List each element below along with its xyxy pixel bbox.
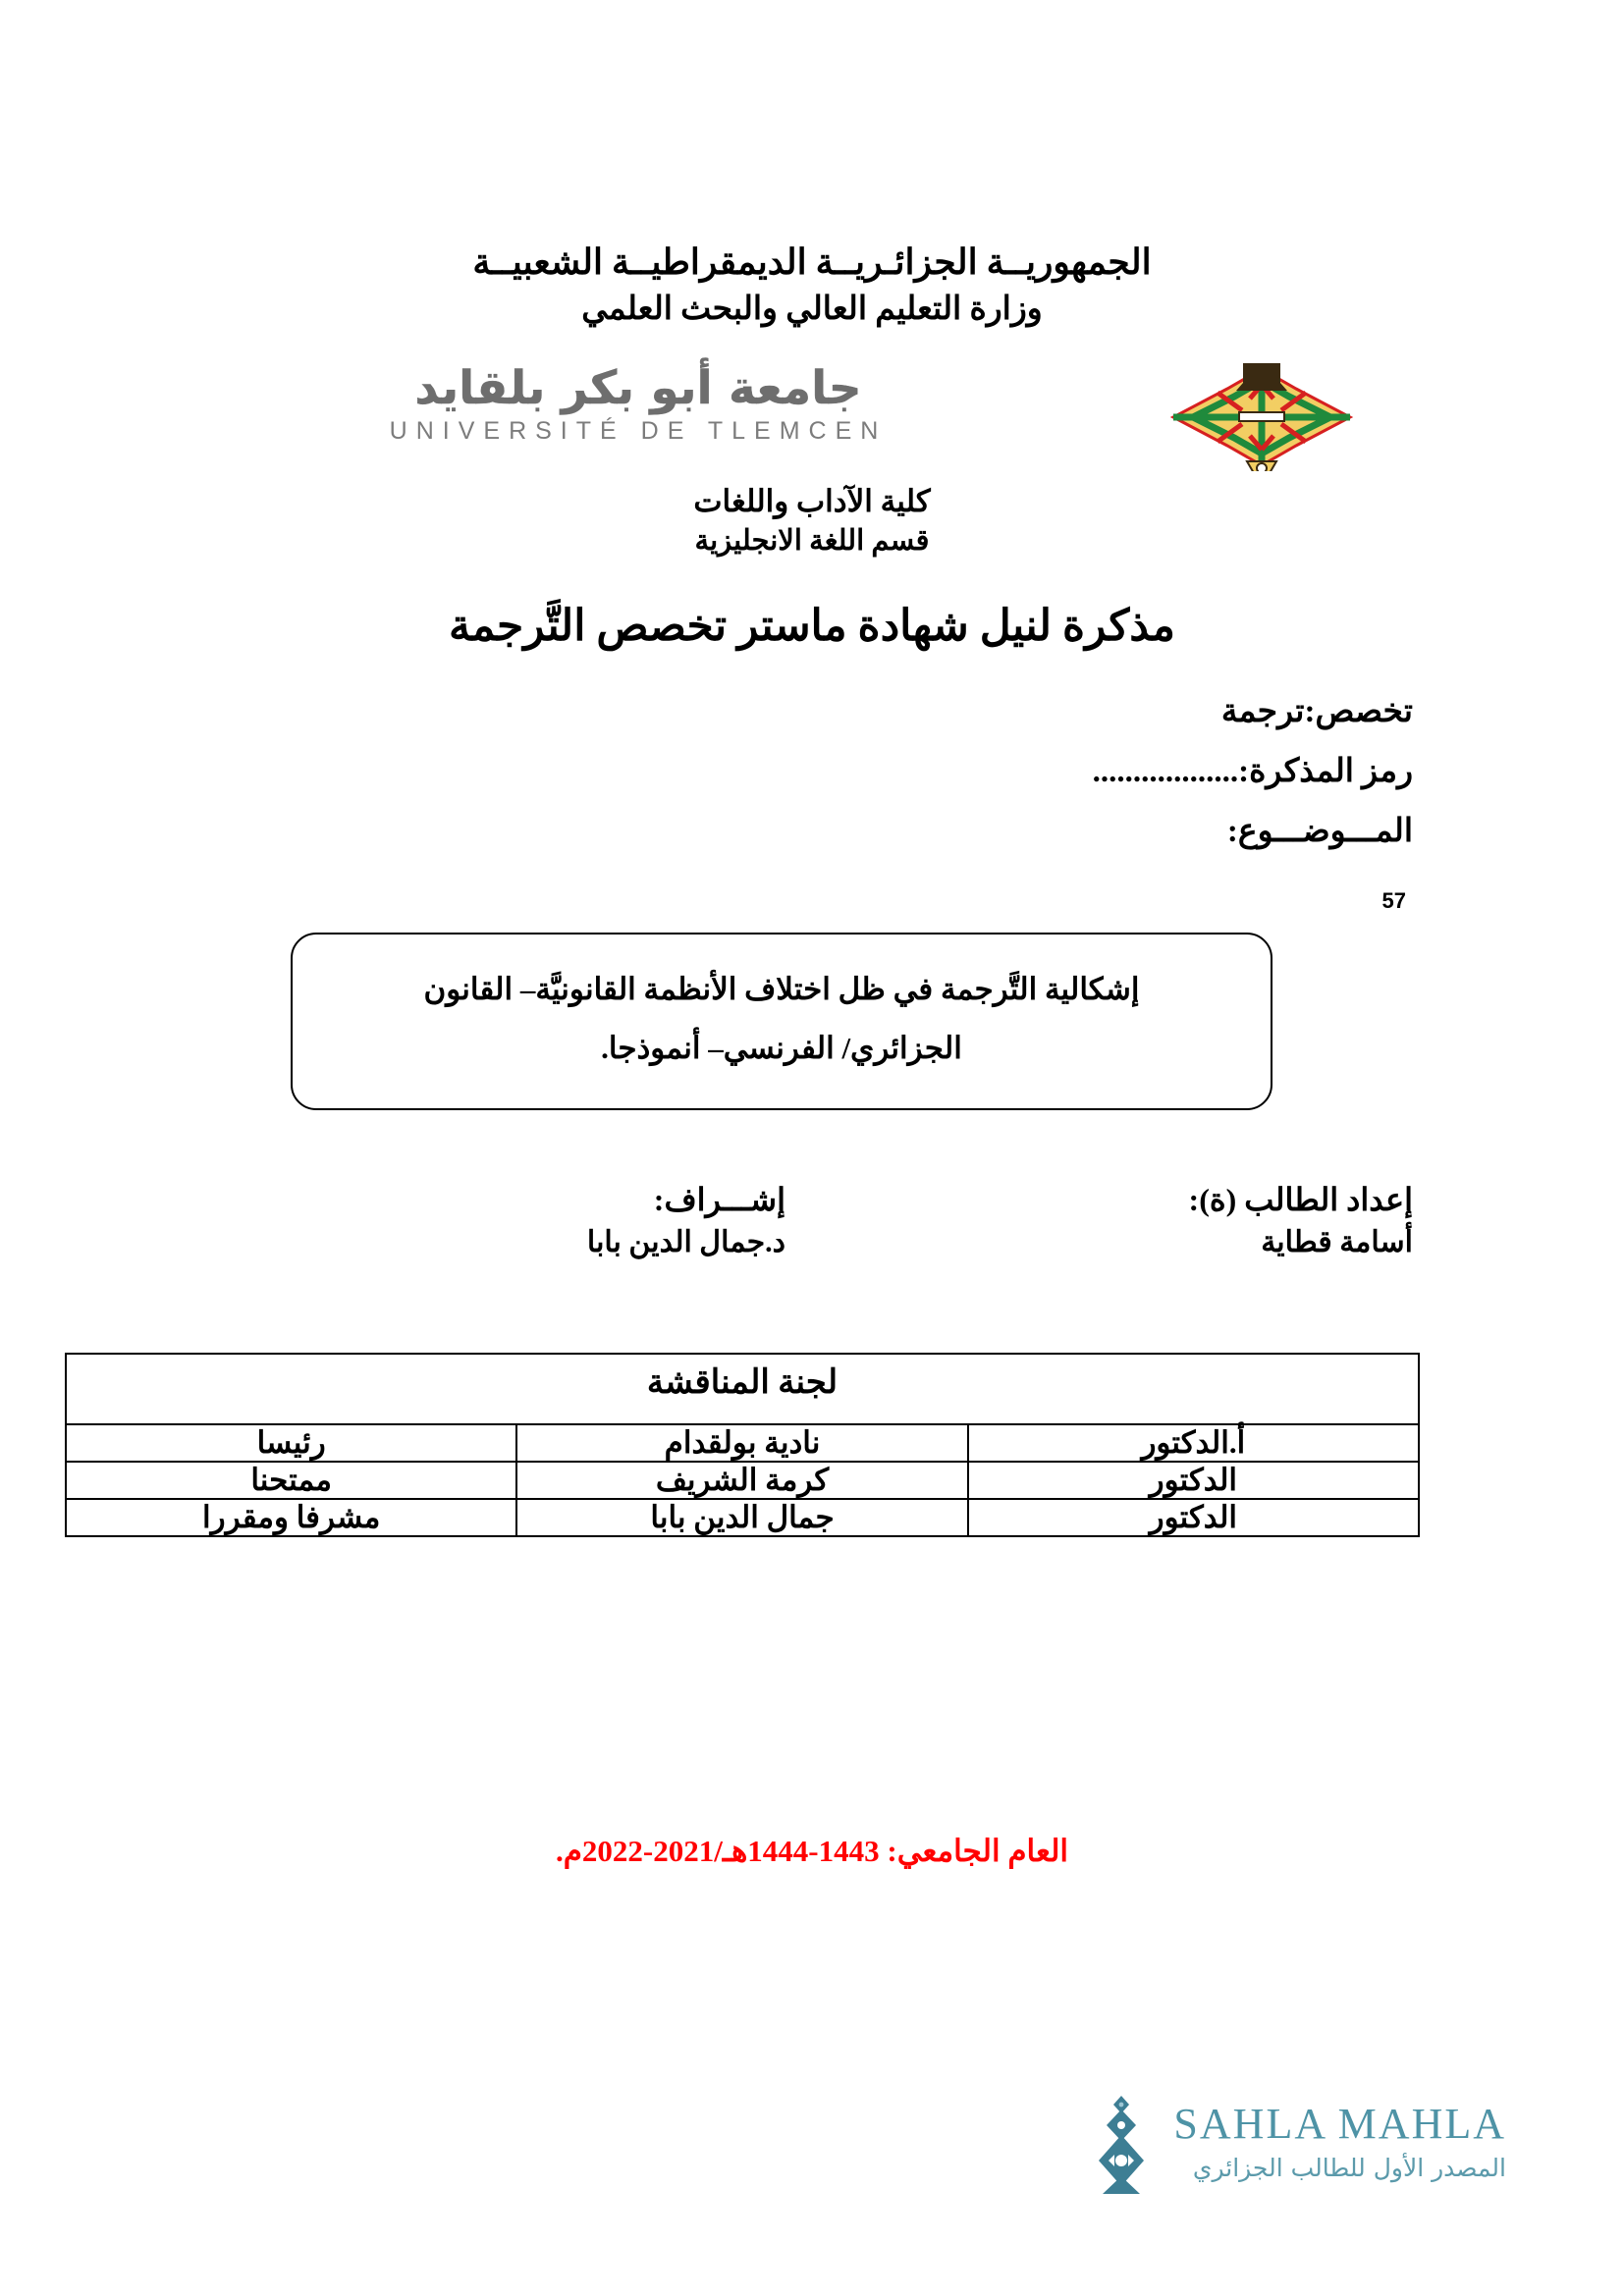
jury-name: نادية بولقدام [516, 1424, 967, 1462]
watermark-tagline: المصدر الأول للطالب الجزائري [1192, 2154, 1506, 2183]
university-latin-name: UNIVERSITÉ DE TLEMCEN [389, 417, 888, 445]
table-row [66, 1499, 1419, 1536]
jury-name: جمال الدين بابا [516, 1499, 967, 1536]
jury-role: ممتحنا [66, 1462, 516, 1499]
university-wordmark [231, 361, 1046, 451]
student-label: إعداد الطالب (ة): [1188, 1182, 1413, 1217]
student-name: أسامة قطاية [1261, 1225, 1413, 1258]
university-arabic-name: جامعة أبو بكر بلقايد [414, 361, 862, 415]
jury-committee-table [65, 1353, 1420, 1537]
jury-header-row [66, 1354, 1419, 1424]
university-identity-row [0, 363, 1624, 481]
memo-number: 57 [1381, 888, 1406, 913]
memo-meta-block [529, 687, 1413, 867]
national-header [0, 241, 1624, 331]
faculty-name: كلية الآداب واللغات [693, 484, 931, 518]
sahla-mahla-diamond-logo-icon [1085, 2096, 1158, 2194]
ministry-line: وزارة التعليم العالي والبحث العلمي [581, 291, 1043, 327]
jury-table-header: لجنة المناقشة [66, 1354, 1419, 1424]
tlemcen-university-emblem-icon [1149, 363, 1375, 471]
jury-role: رئيسا [66, 1424, 516, 1462]
jury-title: الدكتور [968, 1462, 1419, 1499]
jury-name: كرمة الشريف [516, 1462, 967, 1499]
memo-code-line: رمز المذكرة:.................. [1092, 754, 1413, 790]
subject-line-1: إشكالية التَّرجمة في ظل اختلاف الأنظمة القانونيَّة– القانون [423, 972, 1140, 1006]
student-column [981, 1178, 1413, 1263]
jury-title: أ.الدكتور [968, 1424, 1419, 1462]
supervisor-label: إشـــراف: [653, 1182, 785, 1217]
watermark-brand: SAHLA MAHLA [1173, 2100, 1506, 2149]
jury-title: الدكتور [968, 1499, 1419, 1536]
degree-title: مذكرة لنيل شهادة ماستر تخصص التَّرجمة [449, 602, 1175, 650]
footer-watermark [0, 2096, 1624, 2223]
department-name: قسم اللغة الانجليزية [694, 524, 930, 557]
table-row [66, 1462, 1419, 1499]
faculty-department-block [0, 481, 1624, 561]
subject-label: المـــوضـــوع: [1226, 814, 1413, 850]
republic-line: الجمهوريــة الجزائـريــة الديمقراطيــة الشعبيــة [472, 242, 1152, 282]
subject-line-2: الجزائري/ الفرنسي– أنموذجا. [601, 1031, 962, 1066]
subject-box [291, 933, 1272, 1110]
academic-year: العام الجامعي: 1443-1444هـ/2021-2022م. [555, 1834, 1069, 1868]
table-row [66, 1424, 1419, 1462]
authorship-row [0, 1178, 1624, 1296]
jury-role: مشرفا ومقررا [66, 1499, 516, 1536]
supervisor-column [373, 1178, 785, 1263]
supervisor-name: د.جمال الدين بابا [586, 1225, 785, 1258]
specialization-line: تخصص:ترجمة [1220, 694, 1413, 729]
watermark-text [1173, 2100, 1506, 2187]
